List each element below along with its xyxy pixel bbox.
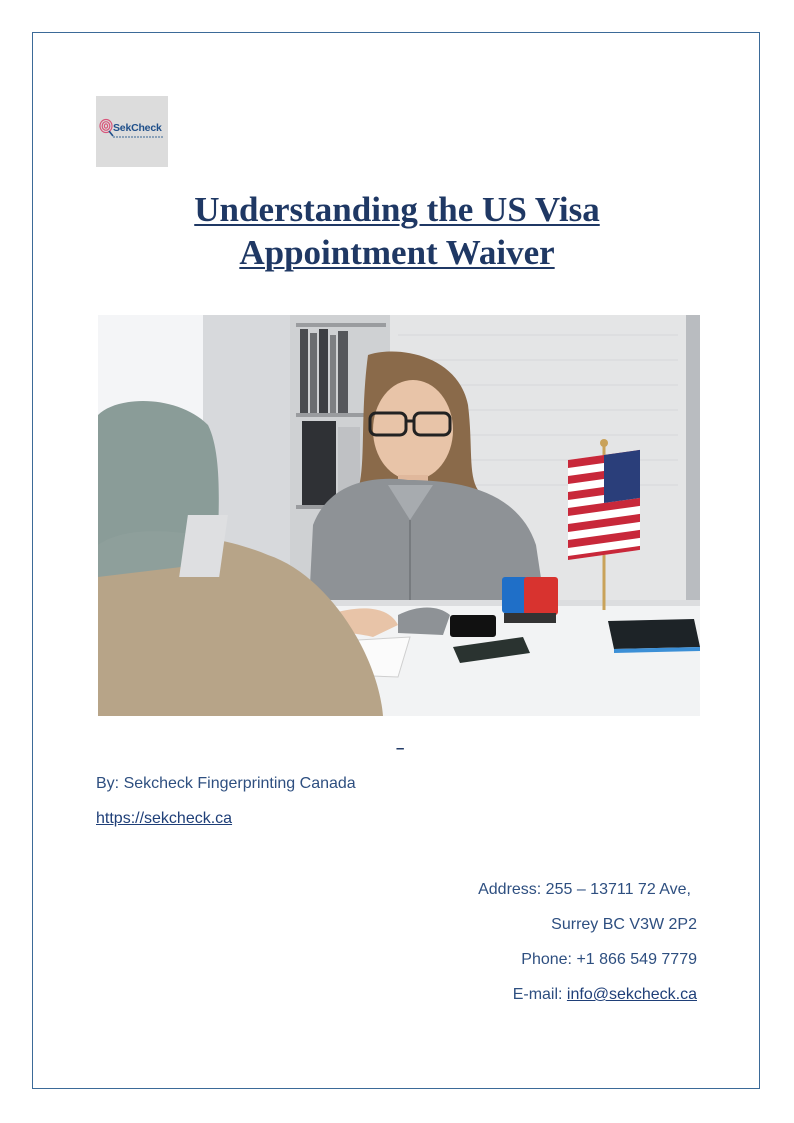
title-line-2: Appointment Waiver: [239, 233, 555, 272]
notebook: [608, 619, 700, 653]
phone-number: Phone: +1 866 549 7779: [521, 951, 697, 968]
email-line: [513, 986, 697, 1004]
author-byline: By: Sekcheck Fingerprinting Canada: [96, 775, 356, 792]
title-line-1: Understanding the US Visa: [194, 190, 600, 229]
rubber-stamps: [502, 577, 558, 623]
address-line-2: Surrey BC V3W 2P2: [551, 916, 697, 933]
office-meeting-illustration: [98, 315, 700, 716]
separator-dash: –: [396, 740, 405, 757]
website-link[interactable]: https://sekcheck.ca: [96, 810, 233, 827]
address-line-1: Address: 255 – 13711 72 Ave,: [478, 881, 691, 898]
logo-tagline: [113, 136, 163, 138]
email-link[interactable]: info@sekcheck.ca: [566, 986, 697, 1003]
hero-photo: [98, 315, 700, 716]
logo-wordmark: SekCheck: [113, 122, 162, 134]
page-title: [96, 188, 698, 274]
smartphone: [450, 615, 496, 637]
email-label: E-mail:: [512, 986, 567, 1003]
sekcheck-logo: [96, 96, 168, 167]
fingerprint-icon: [98, 118, 114, 138]
